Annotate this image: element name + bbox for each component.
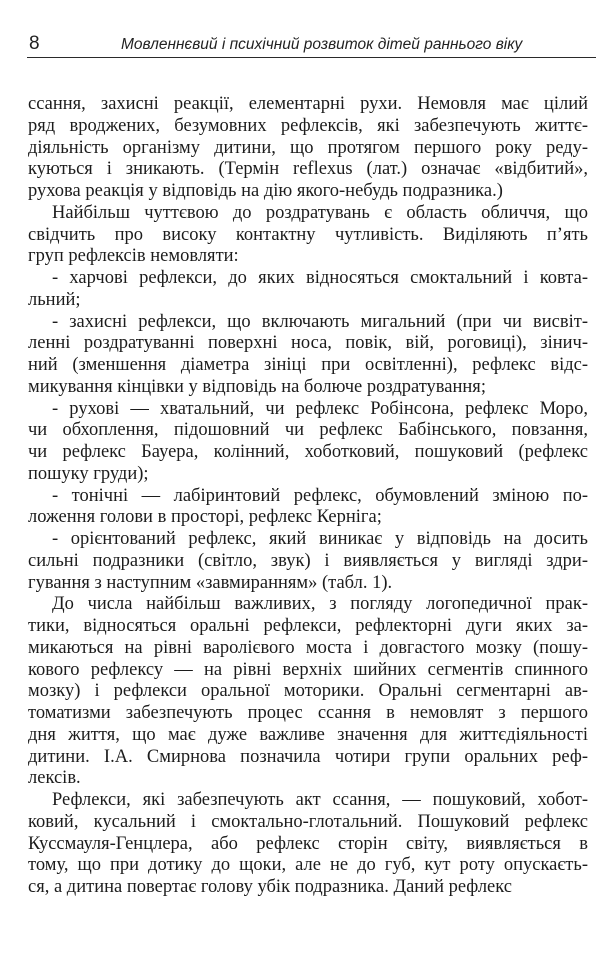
text-line: дитини. І.А. Смирнова позначила чотири групи оральних реф- [28, 746, 588, 767]
page-number: 8 [29, 33, 40, 54]
text-line: Рефлекси, які забезпечують акт ссання, — пошуковий, хобот- [52, 790, 588, 810]
text-line: гування з наступним «завмиранням» (табл. 1). [28, 572, 393, 593]
text-line: ся, а дитина повертає голову убік подразника. Даний рефлекс [28, 877, 513, 897]
text-line: томатизми забезпечують процес ссання в немовлят з першого [28, 703, 588, 723]
text-line: куються і зникають. (Термін reflexus (лат.) означає «відбитий», [28, 159, 588, 180]
text-line: ссання, захисні реакції, елементарні рухи. Немовля має цілий [28, 94, 588, 114]
text-line: лексів. [28, 768, 81, 789]
text-line: ряд вроджених, безумовних рефлексів, які забезпечують життє- [28, 115, 588, 136]
text-line: микаються на рівні варолієвого моста і довгастого мозку (пошу- [28, 637, 588, 658]
text-line: ложення голови в просторі, рефлекс Керніга; [28, 507, 382, 528]
text-line: рухова реакція у відповідь на дію якого-небудь подразника.) [28, 181, 503, 201]
text-line: ний (зменшення діаметра зініці при освітленні), рефлекс відс- [28, 355, 588, 375]
text-line: мозку) і рефлекси оральної моторики. Оральні сегментарні ав- [28, 681, 588, 702]
text-line: льний; [28, 289, 81, 310]
text-line: дня життя, що має дуже важливе значення для життєдіяльності [28, 724, 588, 745]
text-line: пошуку груди); [28, 463, 149, 484]
text-line: ленні роздратуванні поверхні носа, повік, вій, роговиці), зінич- [28, 333, 588, 354]
text-line: - харчові рефлекси, до яких відносяться смоктальний і ковта- [52, 268, 588, 288]
text-line: діяльність організму дитини, що протягом першого року реду- [28, 137, 588, 158]
text-line: тому, що при дотику до щоки, але не до губ, кут роту опускаєть- [28, 855, 588, 876]
text-line: чи обхоплення, підошовний чи рефлекс Бабінського, повзання, [28, 420, 588, 441]
body-text [28, 94, 588, 899]
running-title: Мовленнєвий і психічний розвиток дітей раннього віку [121, 36, 523, 53]
page-header [27, 33, 596, 58]
text-line: микування кінцівки у відповідь на болюче роздратування; [28, 376, 486, 397]
text-line: До числа найбільш важливих, з погляду логопедичної прак- [52, 594, 588, 615]
text-line: Найбільш чуттєвою до роздратувань є область обличчя, що [52, 202, 588, 223]
text-line: Куссмауля-Генцлера, або рефлекс сторін світу, виявляється в [28, 833, 588, 854]
text-line: - орієнтований рефлекс, який виникає у відповідь на досить [52, 529, 588, 549]
text-line: груп рефлексів немовляти: [28, 246, 239, 267]
text-line: сильні подразники (світло, звук) і виявляється у вигляді здри- [28, 550, 588, 571]
text-line: ковий, кусальний і смоктально-глотальний. Пошуковий рефлекс [28, 811, 588, 832]
text-line: - тонічні — лабіринтовий рефлекс, обумовлений зміною по- [52, 485, 588, 506]
text-line: кового рефлексу — на рівні верхніх шийних сегментів спинного [28, 659, 588, 680]
text-line: - рухові — хватальний, чи рефлекс Робінсона, рефлекс Моро, [52, 398, 588, 419]
text-line: чи рефлекс Бауера, колінний, хоботковий, пошуковий (рефлекс [28, 442, 588, 462]
text-line: тики, відносяться оральні рефлекси, рефлекторні дуги яких за- [28, 616, 588, 636]
text-line: - захисні рефлекси, що включають мигальний (при чи висвіт- [52, 311, 588, 332]
text-line: свідчить про високу контактну чутливість. Виділяють п’ять [28, 224, 588, 245]
